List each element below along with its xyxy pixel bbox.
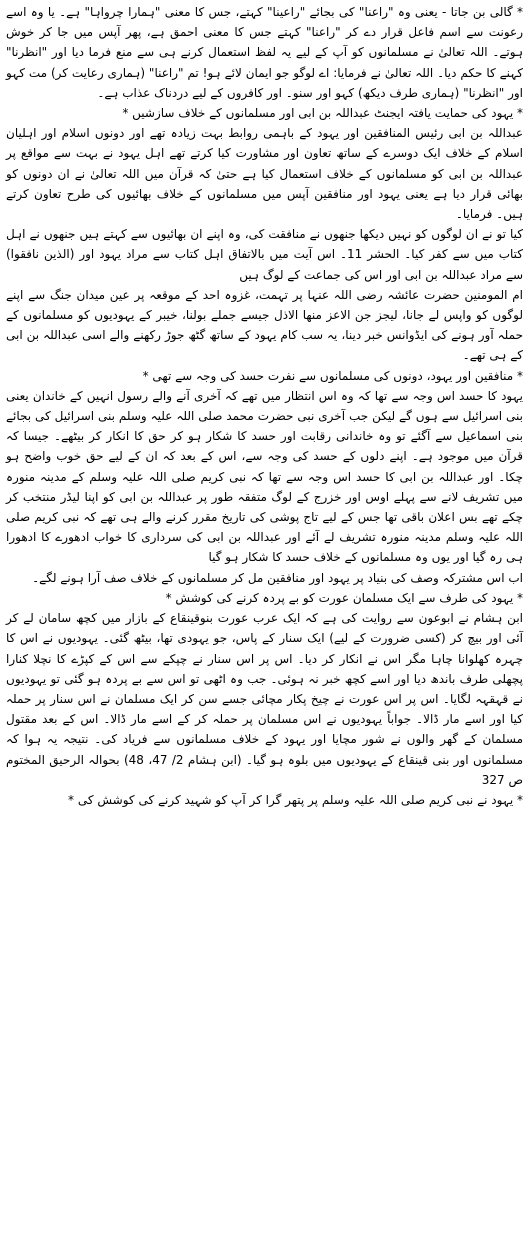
paragraph-abdullah-deeds: ام المومنین حضرت عائشہ رضی اللہ عنہا پر تہمت، غزوہ احد کے موقعہ پر عین میدان جنگ سے اپنے لوگوں کو واپس لے جانا، لیجز جن الاعز منھا الاذل جیسے جملے بولنا، خیبر کے یہودیوں کو مسلمانوں کے حملہ آور ہونے کی ایڈوانس خبر دینا، یہ سب کام یہود کے ساتھ گٹھ جوڑ رکھنے والے اسی عبداللہ بن ابی کے ہی تھے۔: [6, 287, 523, 363]
paragraph-jewish-envy: یہود کا حسد اس وجہ سے تھا کہ وہ اس انتظار میں تھے کہ آخری آنے والے رسول انہیں کے خاندان یعنی بنی اسرائیل سے ہوں گے لیکن جب آخری نبی حضرت محمد صلی اللہ علیہ وسلم بنی اسرائیل کی بجائے بنی اسماعیل سے آگئے تو وہ خاندانی رقابت اور حسد کا شکار ہو کر حق کا انکار کر بیٹھے۔ جیسا کہ قرآن میں موجود ہے۔ اپنے دلوں کے حسد کی وجہ سے، اس کے بعد کہ ان کے لیے حق خوب واضح ہو چکا۔ اور عبداللہ بن ابی کا حسد اس وجہ سے تھا کہ نبی کریم صلی اللہ علیہ وسلم کے مدینہ منورہ میں تشریف لانے سے پہلے اوس اور خزرج کے لوگ متفقہ طور پر عبداللہ بن ابی کو اپنا لیڈر منتخب کر چکے تھے بس اعلان باقی تھا جس کے لیے تاج پوشی کی تاریخ مقرر کرنے والے ہی تھے کہ نبی کریم صلی اللہ علیہ وسلم مدینہ منورہ تشریف لے آئے اور عبداللہ بن ابی کی سرداری کا خواب ادھورے کا ادھورا ہی رہ گیا اور یوں وہ مسلمانوں کے خلاف حسد کا شکار ہو گیا: [6, 388, 523, 565]
heading-abdullah-ibn-ubayy: * یہود کی حمایت یافتہ ایجنٹ عبداللہ بن ابی اور مسلمانوں کے خلاف سازشیں *: [122, 106, 523, 121]
paragraph-common-trait: اب اس مشترکہ وصف کی بنیاد پر یہود اور منافقین مل کر مسلمانوں کے خلاف صف آرا ہونے لگے۔: [32, 570, 523, 585]
heading-muslim-woman-incident: * یہود کی طرف سے ایک مسلمان عورت کو بے پردہ کرنے کی کوشش *: [165, 590, 523, 605]
heading-stone-attempt: * یہود نے نبی کریم صلی اللہ علیہ وسلم پر پتھر گرا کر آپ کو شہید کرنے کی کوشش کی *: [68, 792, 523, 807]
paragraph-qaynuqa-incident: ابن ہشام نے ابوعون سے روایت کی ہے کہ ایک عرب عورت بنوقینقاع کے بازار میں کچھ سامان لے کر آئی اور بیچ کر (کسی ضرورت کے لیے) ایک سنار کے پاس، جو یہودی تھا، بیٹھ گئی۔ یہودیوں نے اس کا چہرہ کھلوانا چاہا مگر اس نے انکار کر دیا۔ اس پر اس سنار نے چپکے سے اس کے کپڑے کا نچلا کنارا پچھلی طرف باندھ دیا اور اسے کچھ خبر نہ ہوئی۔ جب وہ اٹھی تو اس سے بے پردہ ہو گئی تو یہودیوں نے قہقہہ لگایا۔ اس پر اس عورت نے چیخ پکار مچائی جسے سن کر ایک مسلمان نے اس سنار پر حملہ کیا اور اسے مار ڈالا۔ جواباً یہودیوں نے اس مسلمان پر حملہ کر کے اسے مار ڈالا۔ اس کے بعد مقتول مسلمان کے گھر والوں نے شور مچایا اور یہود کے خلاف مسلمانوں سے فریاد کی۔ نتیجہ یہ ہوا کہ مسلمانوں اور بنی قینقاع کے یہودیوں میں بلوہ ہو گیا۔ (ابن ہشام 2/ 47، 48) بحوالہ الرحیق المختوم ص 327: [6, 611, 524, 787]
heading-envy-reason: * منافقین اور یہود، دونوں کی مسلمانوں سے نفرت حسد کی وجہ سے تھی *: [142, 368, 523, 383]
paragraph-hypocrites-jews-relations: عبداللہ بن ابی رئیس المنافقین اور یہود کے باہمی روابط بہت زیادہ تھے اور دونوں اسلام اور اہلیان اسلام کے خلاف ایک دوسرے کے ساتھ تعاون اور مشاورت کیا کرتے تھے اہل یہود نے بہت سے مواقع پر عبداللہ بن ابی کو مسلمانوں کے خلاف استعمال کیا ہے حتیٰ کہ قرآن میں اللہ تعالیٰ نے ان دونوں کو بھائی قرار دیا ہے یعنی یہود اور منافقین آپس میں مسلمانوں کے خلاف بھائیوں کی طرح تعاون کرتے ہیں۔ فرمایا۔: [6, 126, 523, 222]
paragraph-al-hashr-verse: کیا تو نے ان لوگوں کو نہیں دیکھا جنھوں نے منافقت کی، وہ اپنے ان بھائیوں سے کہتے ہیں جنھوں نے اہل کتاب میں سے کفر کیا۔ الحشر 11۔ اس آیت میں بالاتفاق اہل کتاب سے مراد یہود اور (الذین نافقوا) سے مراد عبداللہ بن ابی اور اس کی جماعت کے لوگ ہیں: [6, 227, 524, 282]
paragraph-raina-explanation: * گالی بن جاتا - یعنی وہ "راعنا" کی بجائے "راعینا" کہتے، جس کا معنی "ہمارا چرواہا" ہے۔ یا وہ اسے رعونت سے اسم فاعل قرار دے کر "راعنا" کہتے جس کا معنی احمق ہے، پھر آپس میں جا کر خوش ہوتے۔ اللہ تعالیٰ نے مسلمانوں کو آپ کے لیے یہ لفظ استعمال کرنے ہی سے منع فرما دیا اور "انظرنا" کہنے کا حکم دیا۔ اللہ تعالیٰ نے فرمایا: اے لوگو جو ایمان لائے ہو! تم "راعنا" (ہماری رعایت کر) مت کہو اور "انظرنا" (ہماری طرف دیکھ) کہو اور سنو۔ اور کافروں کے لیے دردناک عذاب ہے۔: [6, 5, 523, 100]
